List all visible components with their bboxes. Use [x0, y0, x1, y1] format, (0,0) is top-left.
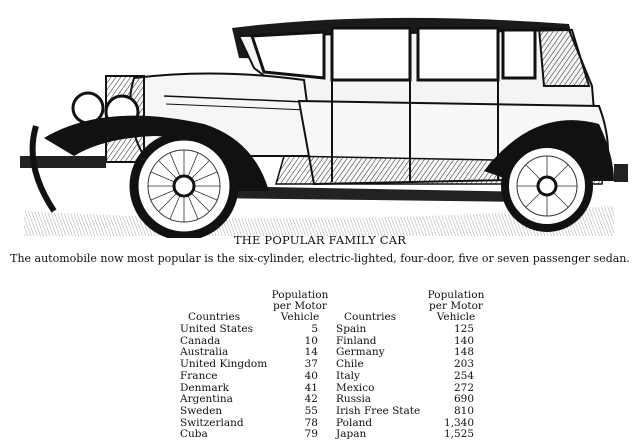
population-value: 125	[453, 323, 474, 335]
country-name: Switzerland	[180, 416, 244, 429]
population-value: 272	[453, 381, 474, 394]
country-name: Mexico	[336, 381, 375, 394]
country-name: United States	[180, 323, 253, 335]
table-row	[336, 324, 474, 336]
population-value: 55	[304, 404, 318, 417]
country-name: Sweden	[180, 404, 223, 417]
left-population-header: Population per Motor Vehicle	[271, 289, 329, 323]
car-illustration	[14, 6, 628, 238]
table-row	[336, 371, 474, 383]
population-value: 1,340	[443, 416, 474, 429]
right-countries-header: Countries	[344, 311, 397, 323]
right-population-header: Population per Motor Vehicle	[427, 289, 485, 323]
population-value: 148	[453, 346, 474, 359]
population-value: 41	[304, 381, 318, 394]
country-name: Italy	[336, 369, 360, 382]
population-value: 690	[453, 393, 474, 406]
table-row	[180, 324, 318, 336]
country-name: Spain	[336, 323, 367, 335]
population-value: 254	[453, 369, 474, 382]
population-value: 810	[453, 404, 474, 417]
population-value: 37	[304, 358, 318, 371]
country-name: Chile	[336, 358, 364, 371]
population-value: 78	[304, 416, 318, 429]
caption-title: THE POPULAR FAMILY CAR	[233, 233, 407, 247]
country-name: Finland	[336, 334, 377, 347]
country-name: Cuba	[180, 428, 208, 441]
caption-text: The automobile now most popular is the six-cylinder, electric-lighted, four-door, five or seven passenger sedan.	[10, 252, 630, 265]
table-row	[180, 371, 318, 383]
population-value: 1,525	[443, 428, 474, 441]
country-name: Russia	[336, 393, 372, 406]
left-countries-header: Countries	[188, 311, 241, 323]
population-value: 79	[304, 428, 318, 441]
country-name: United Kingdom	[180, 358, 268, 371]
country-name: Irish Free State	[336, 404, 421, 417]
table-row	[180, 429, 318, 441]
population-value: 10	[304, 334, 318, 347]
country-name: France	[180, 369, 218, 382]
population-value: 40	[304, 369, 318, 382]
country-name: Denmark	[180, 381, 229, 394]
population-value: 203	[453, 358, 474, 371]
table-row	[336, 429, 474, 441]
country-name: Argentina	[180, 393, 233, 406]
population-value: 42	[304, 393, 318, 406]
table-row	[336, 406, 474, 418]
table-row	[180, 406, 318, 418]
country-name: Poland	[336, 416, 373, 429]
population-value: 5	[311, 323, 318, 335]
population-value: 14	[304, 346, 318, 359]
country-name: Japan	[336, 428, 367, 441]
population-value: 140	[453, 334, 474, 347]
country-name: Canada	[180, 334, 221, 347]
country-name: Germany	[336, 346, 385, 359]
country-name: Australia	[180, 346, 229, 359]
